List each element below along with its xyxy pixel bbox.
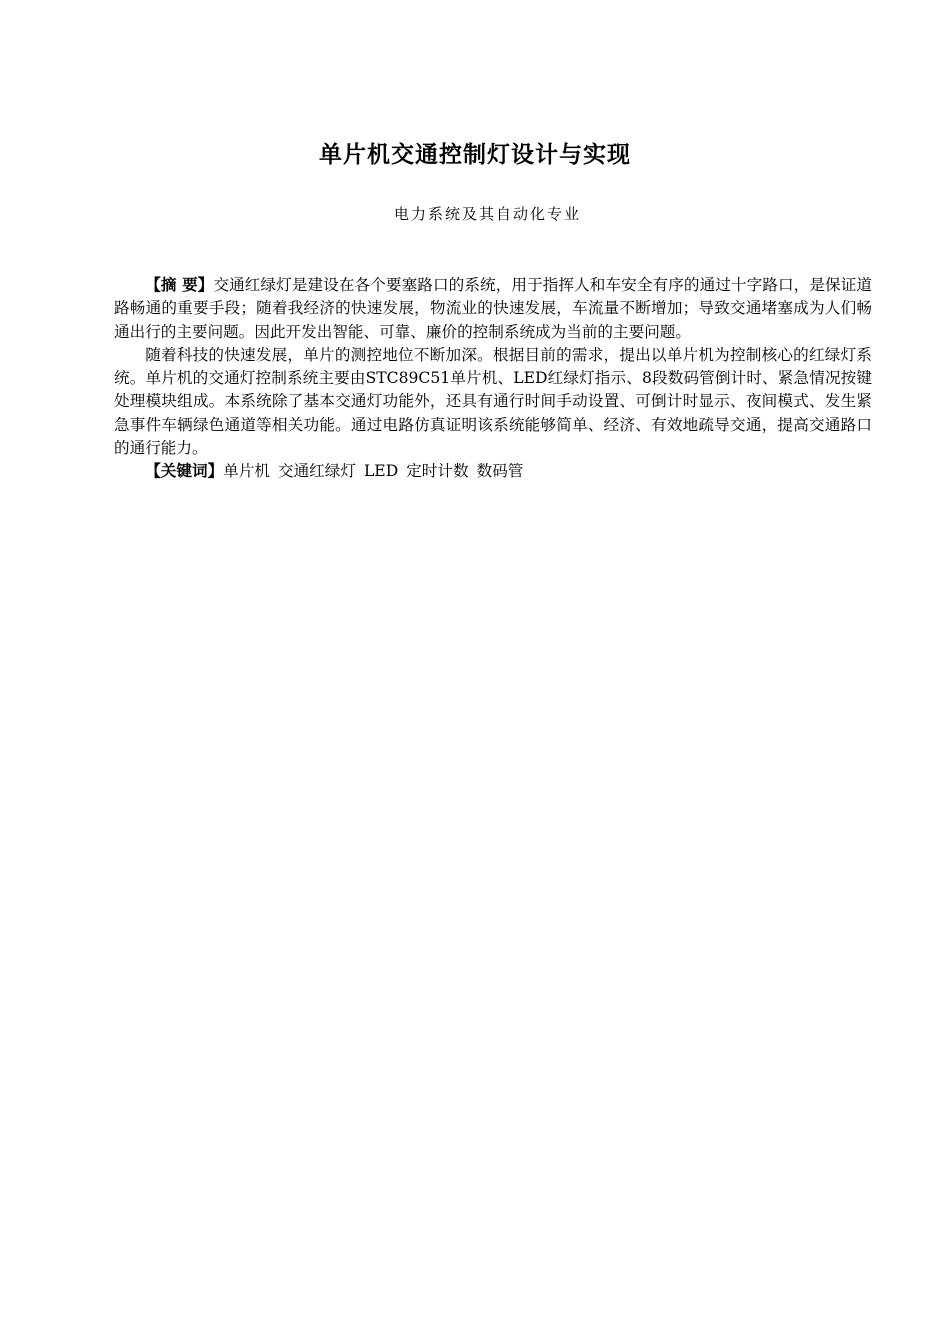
paper-subtitle: 电力系统及其自动化专业 [393, 205, 581, 223]
abstract-label: 【摘 要】 [145, 276, 214, 294]
keyword-item: 定时计数 [406, 462, 469, 481]
paper-title: 单片机交通控制灯设计与实现 [319, 142, 631, 168]
keywords-label: 【关键词】 [145, 462, 224, 481]
keywords-line [114, 460, 872, 483]
abstract-text-1: 交通红绿灯是建设在各个要塞路口的系统，用于指挥人和车安全有序的通过十字路口，是保证道路畅通的重要手段；随着我经济的快速发展，物流业的快速发展，车流量不断增加；导致交通堵塞成为人们畅通出行的主要问题。因此开发出智能、可靠、廉价的控制系统成为当前的主要问题。 [114, 276, 872, 341]
keyword-item: 数码管 [476, 462, 524, 481]
abstract-section [114, 274, 872, 484]
abstract-paragraph-1 [114, 274, 872, 344]
keyword-item: 单片机 [223, 462, 270, 481]
abstract-paragraph-2: 随着科技的快速发展，单片的测控地位不断加深。根据目前的需求，提出以单片机为控制核心的红绿灯系统。单片机的交通灯控制系统主要由STC89C51单片机、LED红绿灯指示、8段数码管倒计时、紧急情况按键处理模块组成。本系统除了基本交通灯功能外，还具有通行时间手动设置、可倒计时显示、夜间模式、发生紧急事件车辆绿色通道等相关功能。通过电路仿真证明该系统能够简单、经济、有效地疏导交通，提高交通路口的通行能力。 [114, 345, 872, 458]
keyword-item: 交通红绿灯 [277, 462, 356, 481]
keyword-item: LED [363, 462, 399, 481]
